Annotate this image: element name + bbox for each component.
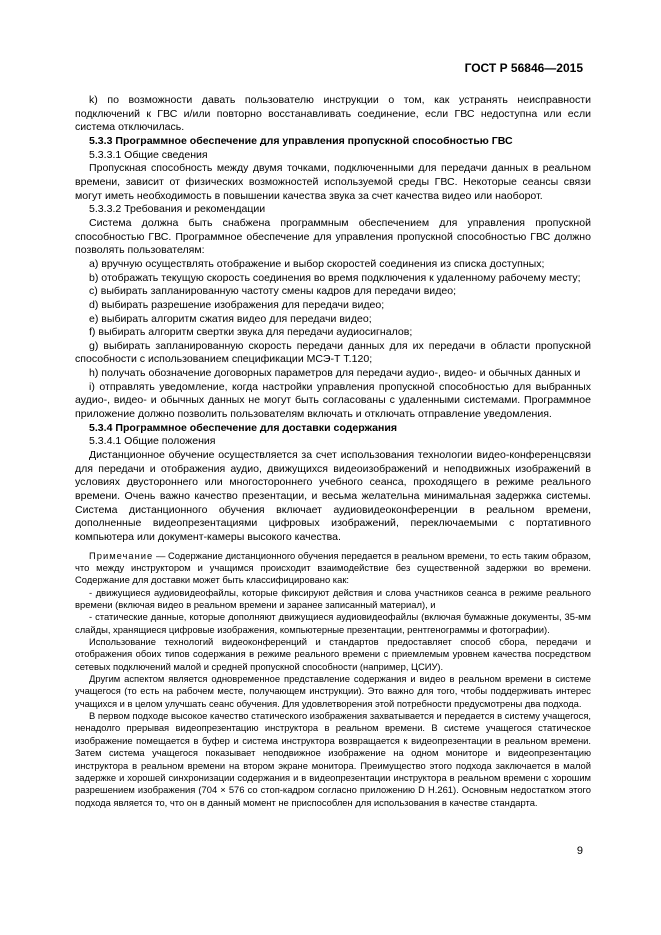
list-item: b) отображать текущую скорость соединения во время подключения к удаленному рабочему месту; — [89, 271, 581, 284]
section-heading-5-3-4: 5.3.4 Программное обеспечение для доставки содержания — [89, 421, 397, 434]
paragraph-5-3-3-2: Система должна быть снабжена программным обеспечением для управления пропускной способностью ГВС. Программное обеспечение для управления пропускной способностью ГВС должно позволять пользователям: — [75, 216, 591, 257]
note-label: Примечание — [89, 549, 154, 561]
note-paragraph — [75, 550, 591, 587]
subsection-heading-5-3-4-1: 5.3.4.1 Общие положения — [89, 435, 216, 448]
section-heading-5-3-3: 5.3.3 Программное обеспечение для управления пропускной способностью ГВС — [89, 134, 513, 147]
list-item: c) выбирать запланированную частоту смены кадров для передачи видео; — [89, 285, 457, 298]
note-bullet: - движущиеся аудиовидеофайлы, которые фиксируют действия и слова участников сеанса в режиме реального времени (включая видео в реальном времени и заранее записанный материал), и — [75, 586, 591, 611]
subsection-heading-5-3-3-2: 5.3.3.2 Требования и рекомендации — [89, 203, 266, 216]
paragraph-5-3-4-1: Дистанционное обучение осуществляется за счет использования технологии видео-конференцсвязи для передачи и отображения аудио, движущихся видеоизображений и неподвижных изображений в условиях двустороннего или многостороннего учебного сеанса, проходящего в режиме реального времени. Очень важно качество презентации, и весьма желательна минимальная задержка системы. Система дистанционного обучения включает аудиовидеоконференции в реальном времени, дополненные видеопрезентациями цифровых изображений, переключаемыми с портативного компьютера или документ-камеры высокого качества. — [75, 449, 591, 543]
document-header: ГОСТ Р 56846—2015 — [464, 61, 583, 75]
list-item: e) выбирать алгоритм сжатия видео для передачи видео; — [89, 312, 372, 325]
list-item: i) отправлять уведомление, когда настройки управления пропускной способностью для выбранных аудио-, видео- и обычных данных не могут быть согласованы с удаленными системами. Программное приложение должно позволить пользователям включать и отключать отправление уведомления. — [75, 380, 591, 421]
list-item: h) получать обозначение договорных параметров для передачи аудио-, видео- и обычных данных и — [89, 367, 581, 380]
list-item: f) выбирать алгоритм свертки звука для передачи аудиосигналов; — [89, 326, 413, 339]
small-paragraph: Другим аспектом является одновременное представление содержания и видео в реальном времени в системе учащегося (то есть на рабочем месте, получающем инструкции). Это важно для того, чтобы поддерживать интерес учащихся и в целом улучшать сеанс обучения. Для удовлетворения этой потребности предусмотрены два подхода. — [75, 673, 591, 709]
page-number: 9 — [576, 845, 583, 857]
list-item-k: k) по возможности давать пользователю инструкции о том, как устранять неисправности подключений к ГВС и/или повторно восстанавливать соединение, если ГВС недоступна или если система отключилась. — [75, 94, 591, 134]
note-bullet: - статические данные, которые дополняют движущиеся аудиовидеофайлы (включая бумажные документы, 35-мм слайды, хранящиеся цифровые изображения, компьютерные презентации, рентгенограммы и фотографии). — [75, 611, 591, 635]
small-paragraph: Использование технологий видеоконференций и стандартов предоставляет способ сбора, передачи и отображения обоих типов содержания в режиме реального времени с приемлемым уровнем качества посредством сетевых подключений малой и средней пропускной способности (например, ЦСИУ). — [75, 636, 591, 672]
list-item: d) выбирать разрешение изображения для передачи видео; — [89, 298, 385, 311]
list-item: a) вручную осуществлять отображение и выбор скоростей соединения из списка доступных; — [89, 257, 545, 270]
small-paragraph: В первом подходе высокое качество статического изображения захватывается и передается в систему учащегося, ненадолго прерывая видеопрезентацию инструктора в реальном времени. В системе учащегося статическое изображение помещается в буфер и система инструктора возвращается к видеопрезентации в реальном времени. Затем система учащегося показывает неподвижное изображение на одном мониторе и видеопрезентацию инструктора в реальном времени на втором экране монитора. Преимущество этого подхода заключается в малой задержке и хорошей синхронизации содержания и в видеопрезентации инструктора в реальном времени с хорошим разрешением изображения (704 × 576 со стоп-кадром согласно приложению D Н.261). Основным недостатком этого подхода является то, что он в данный момент не приспособлен для использования в качестве стандарта. — [75, 710, 591, 808]
note-text: — Содержание дистанционного обучения передается в реальном времени, то есть таким образом, что между инструктором и учащимся происходит взаимодействие без существенной задержки во времени. Содержание для доставки может быть классифицировано как: — [75, 549, 591, 586]
list-item: g) выбирать запланированную скорость передачи данных для их передачи в области пропускной способности с использованием спецификации МСЭ-Т Т.120; — [75, 339, 591, 366]
paragraph-5-3-3-1: Пропускная способность между двумя точками, подключенными для передачи данных в реальном времени, зависит от физических возможностей используемой среды ГВС. Некоторые сеансы связи могут иметь необходимость в повышении качества звука за счет качества видео или наоборот. — [75, 162, 591, 202]
document-body — [75, 94, 591, 809]
subsection-heading-5-3-3-1: 5.3.3.1 Общие сведения — [89, 148, 208, 161]
